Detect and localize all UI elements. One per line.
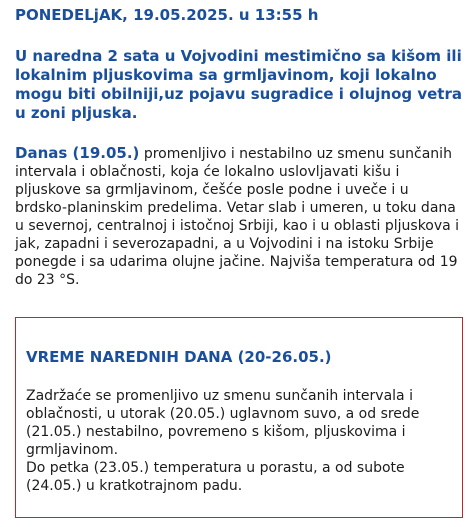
date-heading: PONEDELjAK, 19.05.2025. u 13:55 h bbox=[15, 6, 319, 24]
next-days-paragraph-1: Zadržaće se promenljivo uz smenu sunčanih intervala i oblačnosti, u utorak (20.05.) uglavnom suvo, a od srede (21.05.) nestabilno, povremeno s kišom, pljuskovima i grmljavinom. bbox=[26, 388, 420, 458]
today-forecast-text: promenljivo i nestabilno uz smenu sunčanih intervala i oblačnosti, koja će lokalno uslovljavati kišu i pljuskove sa grmljavinom, češće posle podne i uveče i u brdsko-planinskim predelima. Vetar slab i umeren, u toku dana u severnoj, centralnoj i istočnoj Srbiji, kao i u oblasti pljuskova i jak, zapadni i severozapadni, a u Vojvodini i na istoku Srbije ponegde i sa udarima olujne jačine. Najviša temperatura od 19 do 23 °S. bbox=[15, 146, 460, 288]
next-days-box bbox=[15, 317, 463, 518]
next-days-paragraph-2: Do petka (23.05.) temperatura u porastu, a od subote (24.05.) u kratkotrajnom padu. bbox=[26, 460, 405, 494]
next-days-title: VREME NAREDNIH DANA (20-26.05.) bbox=[26, 348, 332, 366]
today-forecast-lead: Danas (19.05.) bbox=[15, 144, 140, 162]
today-forecast bbox=[15, 144, 462, 289]
weather-warning: U narednа 2 sata u Vojvodini mestimično sa kišom ili lokalnim pljuskovima sa grmljavinom, koji lokalno mogu biti obilniji,uz pojavu sugradice i olujnog vetra u zoni pljuska. bbox=[15, 47, 462, 122]
